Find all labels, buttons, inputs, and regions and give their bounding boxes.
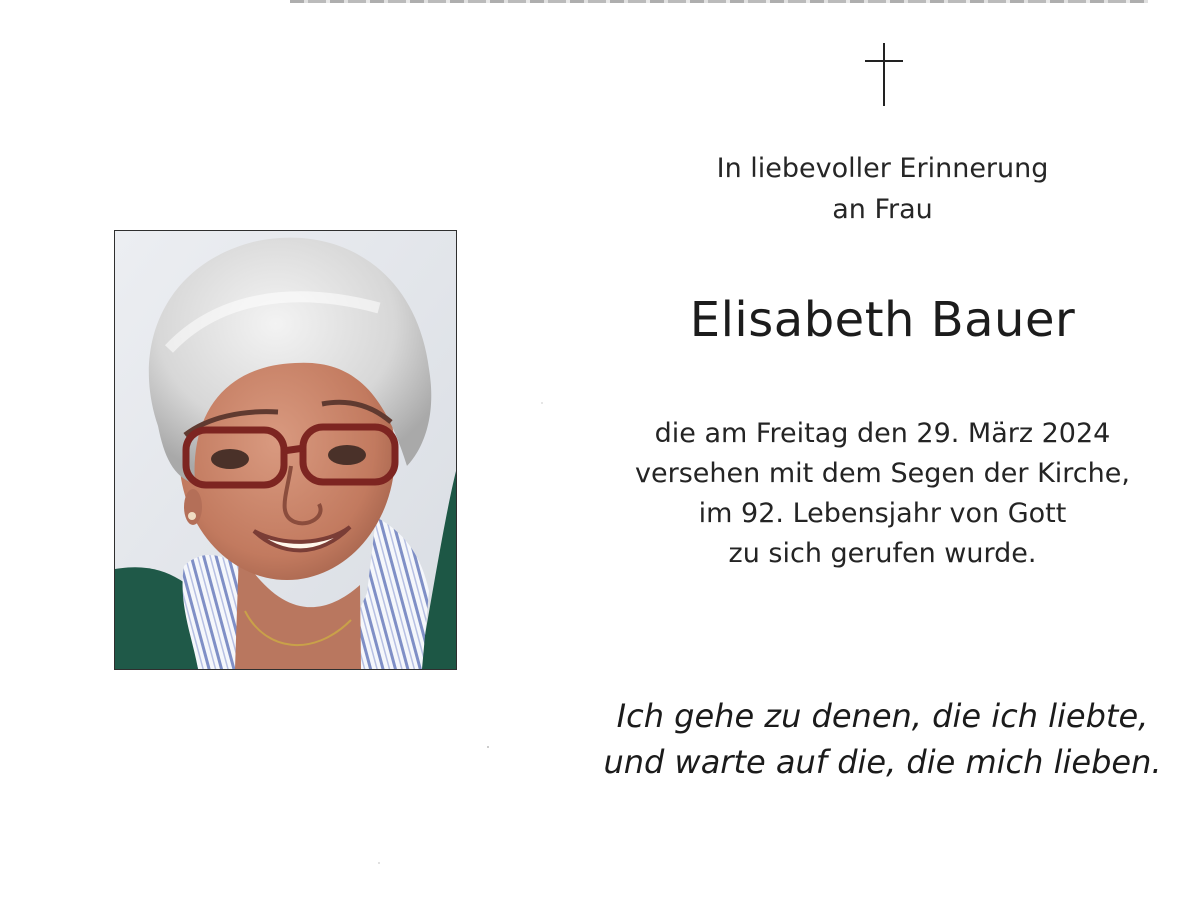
scan-speck bbox=[487, 746, 489, 748]
intro-line: an Frau bbox=[832, 194, 933, 225]
deceased-name: Elisabeth Bauer bbox=[689, 292, 1076, 348]
death-information bbox=[600, 414, 1165, 574]
scan-speck bbox=[541, 402, 543, 404]
scan-edge-line bbox=[290, 0, 1148, 3]
death-info-line: versehen mit dem Segen der Kirche, bbox=[635, 458, 1130, 489]
quote-line: Ich gehe zu denen, die ich liebte, bbox=[616, 697, 1149, 735]
death-info-line: im 92. Lebensjahr von Gott bbox=[698, 498, 1067, 529]
scan-speck bbox=[378, 862, 380, 864]
death-info-line: die am Freitag den 29. März 2024 bbox=[654, 418, 1111, 449]
quote-line: und warte auf die, die mich lieben. bbox=[603, 743, 1162, 781]
cross-icon bbox=[865, 43, 903, 106]
memorial-quote bbox=[600, 693, 1165, 785]
intro-text bbox=[600, 148, 1165, 230]
death-info-line: zu sich gerufen wurde. bbox=[728, 538, 1037, 569]
intro-line: In liebevoller Erinnerung bbox=[716, 153, 1049, 184]
portrait-photo bbox=[114, 230, 457, 670]
